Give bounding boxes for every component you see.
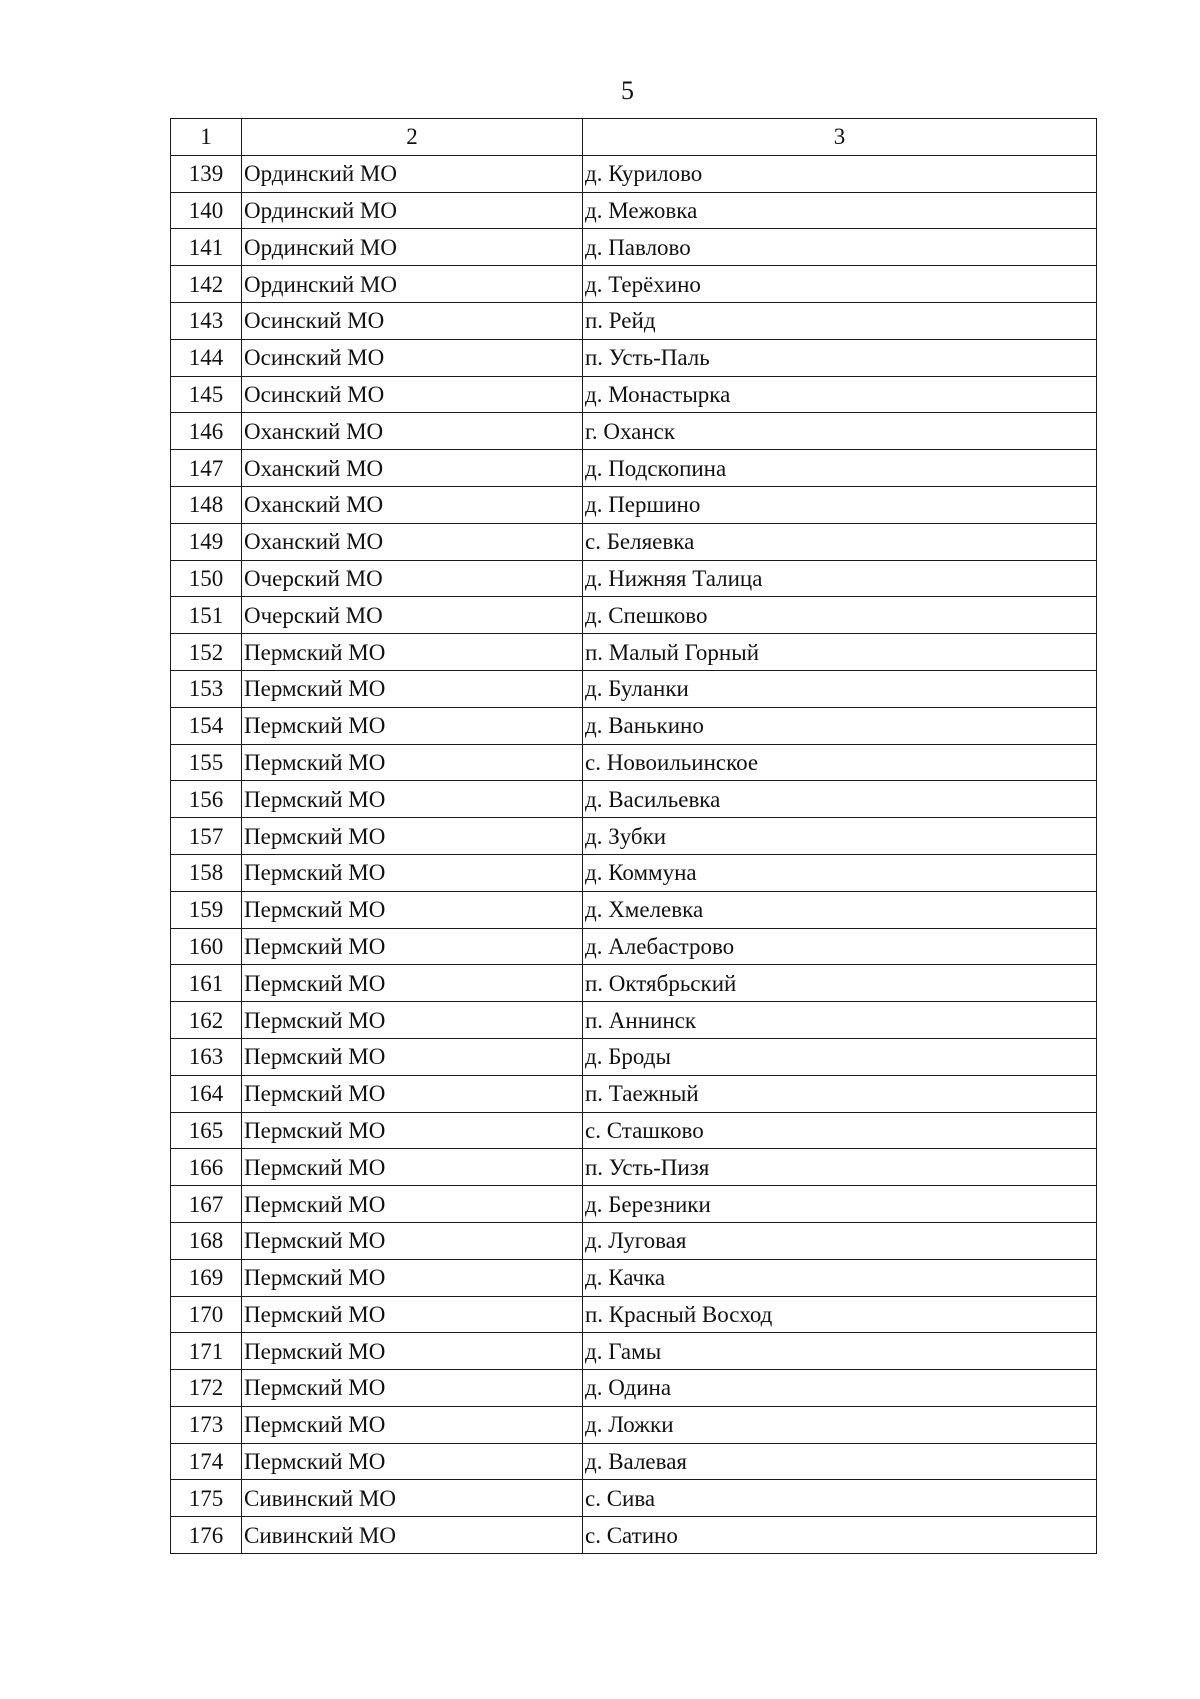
municipality-cell: Ординский МО: [242, 229, 583, 266]
municipality-cell: Осинский МО: [242, 339, 583, 376]
municipality-cell: Очерский МО: [242, 560, 583, 597]
row-number-cell: 139: [171, 155, 242, 192]
table-row: [171, 1296, 1097, 1333]
settlement-cell: д. Першино: [583, 486, 1097, 523]
settlement-cell: д. Алебастрово: [583, 928, 1097, 965]
row-number-cell: 145: [171, 376, 242, 413]
header-cell-1: 1: [171, 119, 242, 156]
settlement-cell: д. Павлово: [583, 229, 1097, 266]
table-row: [171, 1002, 1097, 1039]
table-row: [171, 376, 1097, 413]
municipality-cell: Пермский МО: [242, 891, 583, 928]
settlement-cell: с. Новоильинское: [583, 744, 1097, 781]
row-number-cell: 150: [171, 560, 242, 597]
table-row: [171, 744, 1097, 781]
settlement-cell: д. Нижняя Талица: [583, 560, 1097, 597]
municipality-cell: Ординский МО: [242, 155, 583, 192]
settlement-cell: д. Терёхино: [583, 266, 1097, 303]
settlement-cell: д. Березники: [583, 1186, 1097, 1223]
table-row: [171, 450, 1097, 487]
table-row: [171, 1259, 1097, 1296]
municipality-cell: Пермский МО: [242, 1222, 583, 1259]
table-row: [171, 1370, 1097, 1407]
settlement-cell: с. Сатино: [583, 1517, 1097, 1554]
settlement-cell: п. Усть-Паль: [583, 339, 1097, 376]
row-number-cell: 162: [171, 1002, 242, 1039]
table-row: [171, 597, 1097, 634]
table-row: [171, 965, 1097, 1002]
row-number-cell: 155: [171, 744, 242, 781]
table-row: [171, 707, 1097, 744]
settlement-cell: п. Малый Горный: [583, 634, 1097, 671]
table-row: [171, 1333, 1097, 1370]
row-number-cell: 157: [171, 818, 242, 855]
municipality-cell: Пермский МО: [242, 1075, 583, 1112]
row-number-cell: 142: [171, 266, 242, 303]
row-number-cell: 173: [171, 1406, 242, 1443]
row-number-cell: 141: [171, 229, 242, 266]
page-number: 5: [621, 76, 634, 105]
table-row: [171, 560, 1097, 597]
municipality-cell: Сивинский МО: [242, 1480, 583, 1517]
settlement-cell: д. Подскопина: [583, 450, 1097, 487]
row-number-cell: 172: [171, 1370, 242, 1407]
municipality-cell: Пермский МО: [242, 744, 583, 781]
table-row: [171, 486, 1097, 523]
row-number-cell: 175: [171, 1480, 242, 1517]
table-row: [171, 1112, 1097, 1149]
settlements-table: [170, 118, 1097, 1554]
municipality-cell: Пермский МО: [242, 1296, 583, 1333]
table-row: [171, 1222, 1097, 1259]
row-number-cell: 160: [171, 928, 242, 965]
municipality-cell: Оханский МО: [242, 413, 583, 450]
municipality-cell: Оханский МО: [242, 450, 583, 487]
header-cell-3: 3: [583, 119, 1097, 156]
table-row: [171, 1443, 1097, 1480]
municipality-cell: Пермский МО: [242, 1038, 583, 1075]
settlement-cell: д. Курилово: [583, 155, 1097, 192]
settlement-cell: д. Качка: [583, 1259, 1097, 1296]
municipality-cell: Пермский МО: [242, 1443, 583, 1480]
row-number-cell: 156: [171, 781, 242, 818]
municipality-cell: Пермский МО: [242, 1112, 583, 1149]
settlement-cell: д. Васильевка: [583, 781, 1097, 818]
table-row: [171, 818, 1097, 855]
settlement-cell: д. Ванькино: [583, 707, 1097, 744]
table-row: [171, 1186, 1097, 1223]
municipality-cell: Пермский МО: [242, 1406, 583, 1443]
settlement-cell: д. Коммуна: [583, 854, 1097, 891]
table-row: [171, 339, 1097, 376]
municipality-cell: Пермский МО: [242, 928, 583, 965]
table-row: [171, 302, 1097, 339]
table-body: [171, 155, 1097, 1553]
table-row: [171, 192, 1097, 229]
row-number-cell: 165: [171, 1112, 242, 1149]
row-number-cell: 144: [171, 339, 242, 376]
municipality-cell: Пермский МО: [242, 1149, 583, 1186]
settlement-cell: п. Усть-Пизя: [583, 1149, 1097, 1186]
settlement-cell: г. Оханск: [583, 413, 1097, 450]
table-header-row: [171, 119, 1097, 156]
municipality-cell: Оханский МО: [242, 523, 583, 560]
settlement-cell: д. Броды: [583, 1038, 1097, 1075]
municipality-cell: Пермский МО: [242, 634, 583, 671]
table-row: [171, 1480, 1097, 1517]
settlement-cell: д. Спешково: [583, 597, 1097, 634]
row-number-cell: 163: [171, 1038, 242, 1075]
municipality-cell: Осинский МО: [242, 376, 583, 413]
table-row: [171, 1075, 1097, 1112]
municipality-cell: Оханский МО: [242, 486, 583, 523]
row-number-cell: 166: [171, 1149, 242, 1186]
settlement-cell: д. Одина: [583, 1370, 1097, 1407]
municipality-cell: Пермский МО: [242, 670, 583, 707]
settlement-cell: с. Сива: [583, 1480, 1097, 1517]
settlement-cell: д. Монастырка: [583, 376, 1097, 413]
municipality-cell: Пермский МО: [242, 1370, 583, 1407]
row-number-cell: 169: [171, 1259, 242, 1296]
settlement-cell: с. Сташково: [583, 1112, 1097, 1149]
row-number-cell: 151: [171, 597, 242, 634]
municipality-cell: Пермский МО: [242, 707, 583, 744]
settlement-cell: д. Луговая: [583, 1222, 1097, 1259]
municipality-cell: Ординский МО: [242, 266, 583, 303]
row-number-cell: 152: [171, 634, 242, 671]
row-number-cell: 171: [171, 1333, 242, 1370]
row-number-cell: 148: [171, 486, 242, 523]
row-number-cell: 174: [171, 1443, 242, 1480]
row-number-cell: 149: [171, 523, 242, 560]
municipality-cell: Пермский МО: [242, 818, 583, 855]
table-row: [171, 1406, 1097, 1443]
row-number-cell: 176: [171, 1517, 242, 1554]
header-cell-2: 2: [242, 119, 583, 156]
table-row: [171, 1038, 1097, 1075]
settlement-cell: д. Валевая: [583, 1443, 1097, 1480]
row-number-cell: 170: [171, 1296, 242, 1333]
municipality-cell: Пермский МО: [242, 1259, 583, 1296]
table-row: [171, 229, 1097, 266]
row-number-cell: 161: [171, 965, 242, 1002]
municipality-cell: Сивинский МО: [242, 1517, 583, 1554]
row-number-cell: 147: [171, 450, 242, 487]
table-row: [171, 155, 1097, 192]
row-number-cell: 143: [171, 302, 242, 339]
municipality-cell: Осинский МО: [242, 302, 583, 339]
table-row: [171, 670, 1097, 707]
settlement-cell: д. Межовка: [583, 192, 1097, 229]
row-number-cell: 154: [171, 707, 242, 744]
settlement-cell: п. Таежный: [583, 1075, 1097, 1112]
settlement-cell: д. Гамы: [583, 1333, 1097, 1370]
municipality-cell: Пермский МО: [242, 1333, 583, 1370]
settlement-cell: п. Аннинск: [583, 1002, 1097, 1039]
row-number-cell: 153: [171, 670, 242, 707]
municipality-cell: Пермский МО: [242, 781, 583, 818]
settlement-cell: д. Зубки: [583, 818, 1097, 855]
settlement-cell: п. Октябрьский: [583, 965, 1097, 1002]
municipality-cell: Пермский МО: [242, 965, 583, 1002]
municipality-cell: Пермский МО: [242, 854, 583, 891]
row-number-cell: 167: [171, 1186, 242, 1223]
table-row: [171, 266, 1097, 303]
settlement-cell: п. Рейд: [583, 302, 1097, 339]
table-row: [171, 928, 1097, 965]
row-number-cell: 146: [171, 413, 242, 450]
municipality-cell: Пермский МО: [242, 1186, 583, 1223]
settlement-cell: д. Ложки: [583, 1406, 1097, 1443]
table-row: [171, 891, 1097, 928]
table-row: [171, 1517, 1097, 1554]
row-number-cell: 140: [171, 192, 242, 229]
settlement-cell: д. Буланки: [583, 670, 1097, 707]
table-row: [171, 854, 1097, 891]
table-row: [171, 634, 1097, 671]
municipality-cell: Ординский МО: [242, 192, 583, 229]
row-number-cell: 159: [171, 891, 242, 928]
settlement-cell: д. Хмелевка: [583, 891, 1097, 928]
table-row: [171, 781, 1097, 818]
row-number-cell: 158: [171, 854, 242, 891]
municipality-cell: Пермский МО: [242, 1002, 583, 1039]
table-row: [171, 413, 1097, 450]
table-row: [171, 523, 1097, 560]
table-row: [171, 1149, 1097, 1186]
row-number-cell: 168: [171, 1222, 242, 1259]
row-number-cell: 164: [171, 1075, 242, 1112]
settlement-cell: п. Красный Восход: [583, 1296, 1097, 1333]
municipality-cell: Очерский МО: [242, 597, 583, 634]
settlement-cell: с. Беляевка: [583, 523, 1097, 560]
